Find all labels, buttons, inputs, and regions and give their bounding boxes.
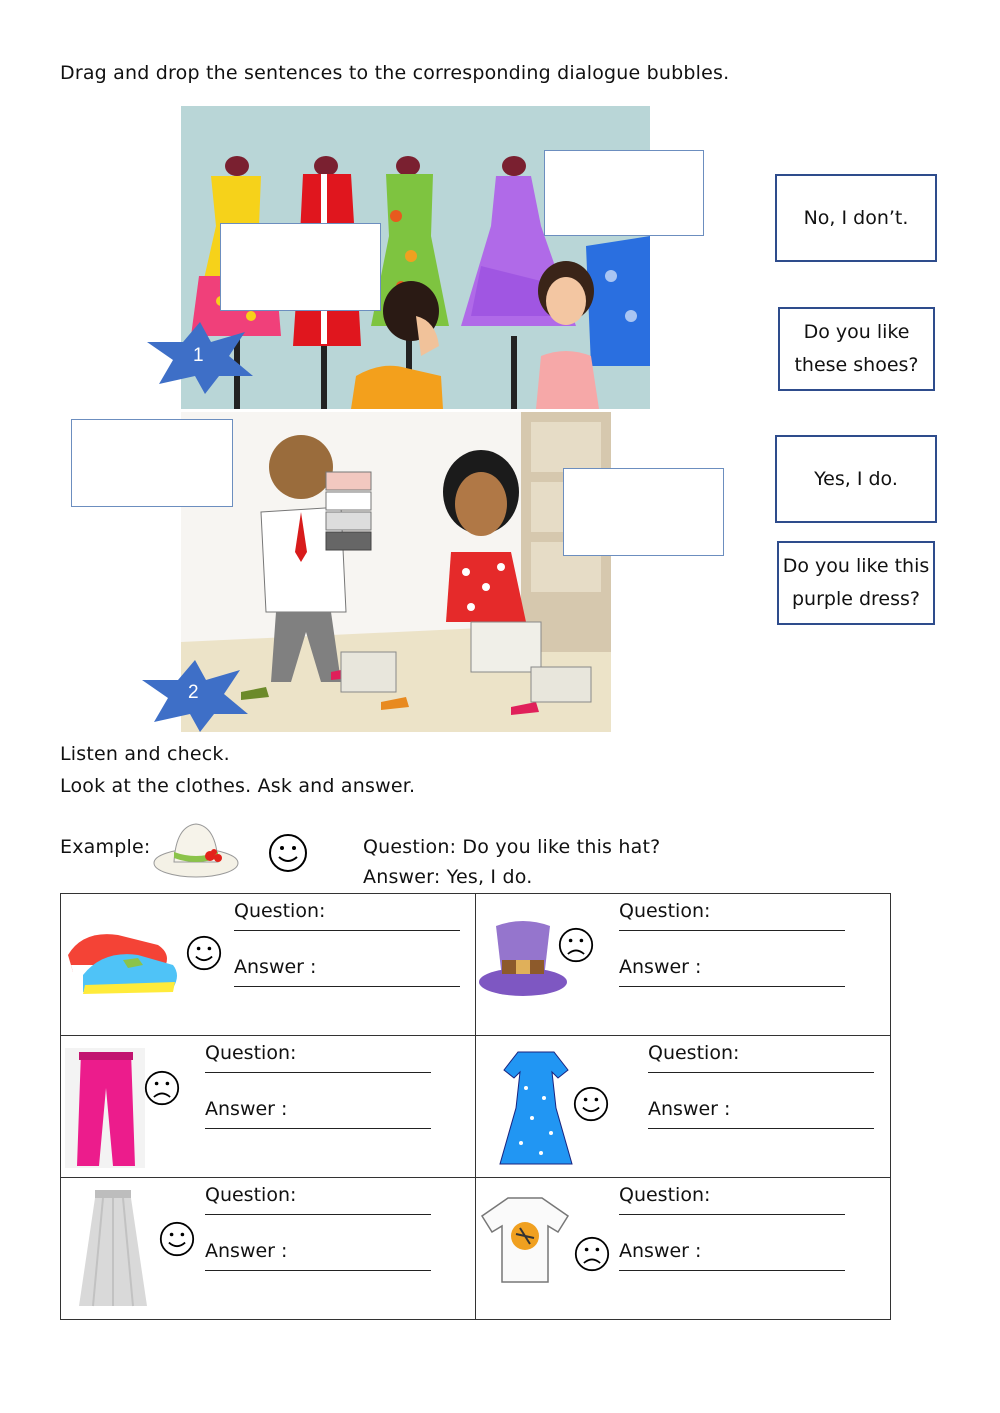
question-label: Question:	[234, 900, 326, 922]
answer-line[interactable]	[619, 1270, 845, 1271]
scene-number-1: 1	[193, 345, 204, 366]
smiley-face-icon	[159, 1221, 195, 1257]
question-label: Question:	[205, 1184, 297, 1206]
sad-face-icon	[144, 1070, 180, 1106]
dialogue-bubble-1b[interactable]	[544, 150, 704, 236]
answer-label: Answer :	[619, 956, 702, 978]
look-instruction: Look at the clothes. Ask and answer.	[60, 775, 416, 797]
question-line[interactable]	[648, 1072, 874, 1073]
example-answer: Answer: Yes, I do.	[363, 866, 533, 888]
answer-line[interactable]	[648, 1128, 874, 1129]
grey-skirt-icon	[75, 1188, 151, 1310]
purple-top-hat-icon	[478, 916, 568, 1004]
question-line[interactable]	[619, 1214, 845, 1215]
answer-label: Answer :	[234, 956, 317, 978]
question-line[interactable]	[619, 930, 845, 931]
example-label: Example:	[60, 836, 151, 858]
grid-cell-skirt	[61, 1178, 476, 1320]
dialogue-bubble-2a[interactable]	[71, 419, 233, 507]
question-label: Question:	[648, 1042, 740, 1064]
answer-label: Answer :	[205, 1098, 288, 1120]
sneakers-icon	[63, 910, 181, 1000]
answer-card-do-you-like-this-purple-dress[interactable]: Do you like this purple dress?	[777, 541, 935, 625]
listen-instruction: Listen and check.	[60, 743, 230, 765]
pink-trousers-icon	[65, 1048, 145, 1168]
dialogue-bubble-2b[interactable]	[563, 468, 724, 556]
t-shirt-icon	[480, 1194, 570, 1284]
answer-label: Answer :	[619, 1240, 702, 1262]
question-label: Question:	[619, 900, 711, 922]
answer-line[interactable]	[205, 1270, 431, 1271]
answer-card-do-you-like-these-shoes[interactable]: Do you like these shoes?	[778, 307, 935, 391]
sad-face-icon	[558, 927, 594, 963]
grid-cell-sneakers	[61, 894, 476, 1036]
answer-card-no-i-dont[interactable]: No, I don’t.	[775, 174, 937, 262]
answer-label: Answer :	[205, 1240, 288, 1262]
question-label: Question:	[205, 1042, 297, 1064]
answer-line[interactable]	[234, 986, 460, 987]
smiley-face-icon	[186, 935, 222, 971]
grid-cell-t-shirt	[476, 1178, 891, 1320]
question-line[interactable]	[205, 1214, 431, 1215]
sad-face-icon	[574, 1236, 610, 1272]
drag-drop-instruction: Drag and drop the sentences to the corresponding dialogue bubbles.	[60, 62, 730, 84]
question-line[interactable]	[205, 1072, 431, 1073]
answer-line[interactable]	[205, 1128, 431, 1129]
grid-cell-trousers	[61, 1036, 476, 1178]
scene-number-2: 2	[188, 682, 199, 703]
question-label: Question:	[619, 1184, 711, 1206]
sun-hat-icon	[152, 818, 240, 880]
dialogue-bubble-1a[interactable]	[220, 223, 381, 311]
answer-label: Answer :	[648, 1098, 731, 1120]
answer-card-yes-i-do[interactable]: Yes, I do.	[775, 435, 937, 523]
blue-dress-icon	[496, 1048, 576, 1168]
question-line[interactable]	[234, 930, 460, 931]
smiley-face-icon	[268, 833, 308, 873]
smiley-face-icon	[573, 1086, 609, 1122]
grid-cell-dress	[476, 1036, 891, 1178]
clothes-question-grid	[60, 893, 891, 1320]
grid-cell-top-hat	[476, 894, 891, 1036]
example-question: Question: Do you like this hat?	[363, 836, 661, 858]
answer-line[interactable]	[619, 986, 845, 987]
